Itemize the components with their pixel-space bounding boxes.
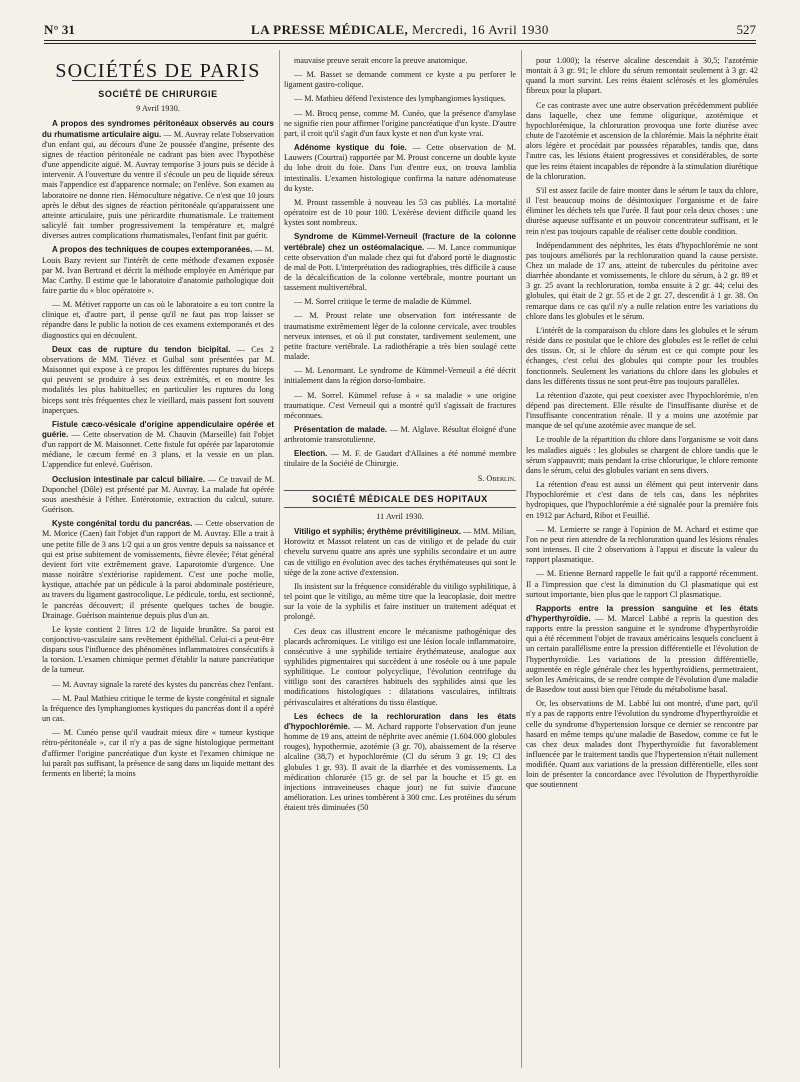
article-text: L'intérêt de la comparaison du chlore dans les globules et le sérum réside dans ce postulat que le chlore des globules est le reflet de celui des tissus. Or, si le chlore du sérum est ce qui compte pour les échanges, c'est celui des globules qui compte pour les troubles fonctionnels. Seulement les variations du chlore dans les globules et dans les différents tissus ne sont peut-être pas toujours parallèles. [526, 325, 758, 386]
article-paragraph [284, 143, 516, 194]
article-heading: Fistule cæco-vésicale d'origine appendiculaire opérée et guérie. [42, 419, 274, 439]
signature: S. Oberlin. [477, 473, 516, 483]
header-rule [44, 40, 756, 41]
article-text: — M. Louis Bazy revient sur l'intérêt de cette méthode d'examen exposée par M. Ivan Bertrand et décrit la méthode employée en Amérique par Mac Carthy. Il estime que le laboratoire d'anatomie pathologique doit faire partie du « bloc opératoire ». [42, 245, 274, 295]
article-paragraph [284, 449, 516, 469]
article-text: — M. F. de Gaudart d'Allaines a été nommé membre titulaire de la Société de Chirurgie. [284, 449, 516, 469]
article-paragraph [284, 311, 516, 362]
article-text: — Ces 2 observations de MM. Tiévez et Guibal sont présentées par M. Maisonnet qui expose à ce propos les différentes ruptures du biceps qui peuvent se produire à ses deux extrémités, et en montre les modalités les plus habituelles; en particulier les ruptures du long biceps sont très fréquentes chez le vieillard, mais passent fort souvent inaperçues. [42, 344, 274, 415]
article-paragraph [526, 699, 758, 790]
article-text: — M. Auvray relate l'observation d'un enfant qui, au décours d'une 2e poussée d'angine, présente des signes de réaction péritonéale ne cadrant pas bien avec l'hypothèse d'une appendicite aiguë. M. Auvray temporise 3 jours puis se décide à intervenir. A l'ouverture du ventre il s'écoule un peu de liquide séreux mais l'appendice est d'apparence normale; on l'enlève. Son examen au laboratoire ne donne rien. Hémoculture négative. Ce n'est que 10 jours après le début des signes de réaction péritonéale qu'apparaissent une atteinte articulaire, puis une péricardite rhumatismale. Le traitement salicylé fait tomber progressivement la température et, malgré diverses autres complications rhumatismales, l'enfant finit par guérir. [42, 129, 274, 241]
article-text: Ils insistent sur la fréquence considérable du vitiligo syphilitique, à tel point que le vitiligo, au même titre que la leucoplasie, doit mettre sur la voie de la syphilis et faire instituer un traitement adéquat et prolongé. [284, 581, 516, 622]
column-1 [42, 56, 274, 1068]
article-paragraph [284, 582, 516, 623]
society-title: SOCIÉTÉ MÉDICALE DES HOPITAUX [284, 490, 516, 508]
article-heading: Présentation de malade. [294, 425, 388, 434]
article-paragraph [526, 186, 758, 237]
article-paragraph [42, 475, 274, 516]
article-heading: Rapports entre la pression sanguine et les états d'hyperthyroïdie. [526, 603, 758, 623]
article-paragraph [284, 366, 516, 386]
article-heading: Syndrome de Kümmel-Verneuil (fracture de la colonne vertébrale) chez un ostéomalacique. [284, 232, 516, 252]
issue-number: N° 31 [44, 22, 75, 37]
article-paragraph [284, 391, 516, 421]
article-heading: Kyste congénital tordu du pancréas. [52, 519, 193, 529]
article-paragraph [284, 94, 516, 104]
article-text: — M. Mathieu défend l'existence des lymphangiomes kystiques. [294, 94, 506, 104]
article-text: — M. Sorrel critique le terme de maladie de Kümmel. [294, 297, 472, 307]
article-heading: Deux cas de rupture du tendon bicipital. [52, 344, 231, 354]
session-date: 11 Avril 1930. [376, 511, 424, 521]
article-paragraph [284, 527, 516, 578]
article-text: mauvaise preuve serait encore la preuve anatomique. [294, 56, 468, 65]
article-heading: Les échecs de la rechloruration dans les états d'hypochlorémie. [284, 711, 516, 731]
article-paragraph [526, 569, 758, 599]
article-heading: Vitiligo et syphilis; érythème prévitiligineux. [294, 527, 462, 537]
article-text: — M. Paul Mathieu critique le terme de kyste congénital et signale la fréquence des lymphangiomes kystiques du pancréas dont il a opéré un cas. [42, 693, 274, 724]
article-text: — Cette observation de M. Lauwers (Courtrai) rapportée par M. Proust concerne un double kyste du lobe droit du foie. Dans l'un d'entre eux, on trouva lamblia intestinalis. L'examen histologique confirma la nature adénomateuse du kyste. [284, 143, 516, 193]
article-heading: A propos des syndromes péritonéaux observés au cours du rhumatisme articulaire aigu. [42, 119, 274, 139]
article-paragraph [42, 245, 274, 296]
article-text: — Ce travail de M. Duponchel (Dôle) est présenté par M. Auvray. La malade fut opérée sous anesthésie à l'éther. Entérotomie, extraction du calcul, suture. Guérison. [42, 474, 274, 515]
page-header [44, 22, 756, 38]
article-text: — M. Marcel Labbé a repris la question des rapports entre la pression sanguine et le syndrome d'hyperthyroïdie qui a été récemment l'objet de travaux américains lesquels concluent à un certain parallélisme entre la pression différentielle et l'évolution de l'hyperthyroïdie. Les variations de la pression différentielle, augmentée en règle générale chez les hyperthyroïdiens, permettraient, selon les Américains, de se rendre compte de l'évolution d'une maladie de Basedow tout aussi bien que l'étude du métabolisme basal. [526, 613, 758, 695]
article-paragraph [526, 480, 758, 521]
article-text: La rétention d'azote, qui peut coexister avec l'hypochlorémie, n'en dépend pas directement. Elle résulte de l'insuffisante diurèse et de l'insuffisante concentration rénale. Il y a moins une azotémie par manque de sel qu'une azotémie avec manque de sel. [526, 390, 758, 431]
article-paragraph [526, 326, 758, 387]
article-heading: Adénome kystique du foie. [294, 143, 407, 153]
article-heading: A propos des techniques de coupes extemporanées. [52, 245, 253, 255]
article-text: — M. Lemierre se range à l'opinion de M. Achard et estime que l'on ne peut rien attendre de la rechloruration quand les lésions rénales sont intenses. Il cite 2 observations à l'appui et discute la valeur du rapport plasmatique. [526, 524, 758, 565]
articles [284, 527, 516, 813]
article-paragraph [42, 680, 274, 690]
article-paragraph [284, 198, 516, 228]
article-text: — M. Lenormant. Le syndrome de Kümmel-Verneuil a été décrit initialement dans la région dorso-lombaire. [284, 366, 516, 386]
article-paragraph [42, 300, 274, 341]
article-paragraph [284, 109, 516, 139]
article-paragraph [284, 70, 516, 90]
article-text: — M. Achard rapporte l'observation d'un jeune homme de 19 ans, atteint de néphrite avec anémie (1.604.000 globules rouges), hypothermie, azotémie (3 gr. 70), abaissement de la réserve alcaline (38,7) et hypochlorémie (Cl du sérum 3 gr. 19; Cl des globules 1 gr. 93). Il avait de la diarrhée et des vomissements. La médication chlorurée (15 gr. de sel par la bouche et 15 gr. en injections intraveineuses chaque jour) ne fut suivie d'aucune amélioration. Les urines tombèrent à 300 cmc. Les protéines du sérum étaient très diminuées (50 [284, 721, 516, 813]
article-paragraph [42, 345, 274, 416]
article-paragraph [42, 119, 274, 241]
article-text: — M. Sorrel. Kümmel refuse à « sa maladie » une origine traumatique. C'est Verneuil qui a montré qu'il s'agissait de fractures méconnues. [284, 390, 516, 420]
article-text: Or, les observations de M. Labbé lui ont montré, d'une part, qu'il n'y a pas de rapports entre l'évolution du syndrome d'hyperthyroïdie et celle du syndrome d'hypertension lorsque ce dernier se rencontre par hasard en même temps qu'une maladie de Basedow, comme ce fut le cas chez deux malades dont l'hyperthyroïdie fut favorablement influencée par le traitement tandis que l'hypertension n'était nullement modifiée. Quant aux variations de la pression différentielle, elles sont loin de présenter la concordance avec l'évolution de l'hyperthyroïdie que soutiennent [526, 699, 758, 790]
article-text: — M. Proust relate une observation fort intéressante de traumatisme extrêmement léger de la colonne cervicale, avec troubles nerveux intenses, et où il put constater, tardivement seulement, une petite fracture vertébrale. La radiothérapie a très bien soulagé cette malade. [284, 311, 516, 362]
article-text: — M. Cunéo pense qu'il vaudrait mieux dire « tumeur kystique rétro-péritonéale », car il n'y a pas de signe histologique permettant d'affirmer l'origine pancréatique d'un kyste et l'examen chimique ne lui paraît pas suffisant, la présence de sang dans un liquide mettant des ferments en liberté; la moins [42, 728, 274, 778]
article-heading: Election. [294, 449, 328, 459]
article-text: pour 1.000); la réserve alcaline descendait à 30,5; l'azotémie montait à 3 gr. 91; le chlore du sérum remontait seulement à 3 gr. 42 quand la mort survint. Les reins étaient sclérosés et les glomérules fibreux pour la plupart. [526, 56, 758, 96]
article-paragraph [284, 712, 516, 814]
article-paragraph [526, 435, 758, 476]
article-paragraph [284, 56, 516, 66]
article-text: — M. Alglave. Résultat éloigné d'une arthrotomie transrotulienne. [284, 425, 516, 445]
article-text: Ce cas contraste avec une autre observation précédemment publiée dans laquelle, chez une femme oligurique, azotémique et hypochlorémique, la chloruration provoqua une forte diurèse avec chute de l'azotémie et ascension de la chlorémie. Mais la néphrite était alors légère et procédait par poussées réparables, tandis que, dans l'autre cas, les lésions étaient progressives et considérables, de sorte que les reins étaient incapables de répondre à la stimulation diurétique de la chloruration. [526, 100, 758, 181]
page-number: 527 [736, 22, 756, 37]
article-text: Ces deux cas illustrent encore le mécanisme pathogénique des placards achromiques. Le vitiligo est une lésion locale inflammatoire, consécutive à une syphilide tertiaire érythémateuse, analogue aux syphilides pigmentaires qui succèdent à une roséole ou à une papule syphilitique. Le contour polycyclique, l'évolution centrifuge du vitiligo sont des caractères habituels des syphilides ainsi que les modifications histologiques : dilatations vasculaires, infiltrats périvasculaires et altérations du tissu élastique. [284, 626, 516, 707]
column-separator [521, 50, 522, 1068]
article-text: — Cette observation de M. Chauvin (Marseille) fait l'objet d'un rapport de M. Maisonnet. Cette fistule fut opérée par laparotomie médiane, le cæcum fermé en 3 plans, et la vessie en un plan. L'appendice fut enlevé. Guérison. [42, 430, 274, 470]
article-paragraph [42, 728, 274, 779]
article-paragraph [526, 241, 758, 322]
article-paragraph [42, 694, 274, 724]
article-text: — M. Brocq pense, comme M. Cunéo, que la présence d'amylase ne signifie rien pour affirmer l'origine pancréatique d'un kyste. D'autre part, il croit qu'il s'agit d'un faux kyste et non d'un kyste vrai. [284, 108, 516, 138]
article-text: — M. Basset se demande comment ce kyste a pu perforer le ligament gastro-colique. [284, 70, 516, 90]
article-text: — Cette observation de M. Morice (Caen) fait l'objet d'un rapport de M. Auvray. Elle a trait à une petite fille de 3 ans 1/2 qui a un gros ventre depuis sa naissance et qui est prise subitement de vomissements, fièvre élevée; l'état général devient fort vite extrêmement grave. Laparotomie d'urgence. Une masse noirâtre s'extériorise rapidement. C'est une poche molle, kystique, attachée par un pédicule à la paroi abdominale postérieure, au travers du ligament gastrocolique. Le pédicule, tordu, est sectionné, le pancréas découvert; il présente quelques taches de bougie. Drainage. Guérison maintenue depuis plus d'un an. [42, 519, 274, 620]
session-date: 9 Avril 1930. [136, 104, 180, 114]
article-paragraph [42, 625, 274, 676]
column-separator [279, 50, 280, 1068]
article-paragraph [526, 604, 758, 695]
section-title: SOCIÉTÉS DE PARIS [55, 60, 261, 82]
issue-date: Mercredi, 16 Avril 1930 [412, 22, 549, 37]
article-paragraph [526, 525, 758, 566]
journal-name: LA PRESSE MÉDICALE, [251, 22, 409, 37]
article-paragraph [284, 425, 516, 445]
article-paragraph [42, 420, 274, 471]
article-text: — MM. Milian, Horowitz et Massot relatent un cas de vitiligo et de pelade du cuir chevelu survenu quatre ans après une syphilis secondaire et un autre cas de vitiligo en évolution avec des taches érythémateuses qui sont le siège de la zone active d'extension. [284, 527, 516, 577]
article-text: M. Proust rassemble à nouveau les 53 cas publiés. La mortalité opératoire est de 10 pour 100. L'exérèse devient difficile quand les kystes sont nombreux. [284, 197, 516, 228]
articles [284, 56, 516, 470]
article-paragraph [42, 519, 274, 621]
article-paragraph [284, 232, 516, 293]
article-paragraph [284, 297, 516, 307]
article-paragraph [284, 627, 516, 708]
article-text: La rétention d'eau est aussi un élément qui peut intervenir dans l'hypochlorémie et c'est dans de tels cas, dans les néphrites hydropiques, que l'hypochlorémie a été signalée pour la première fois en 1912 par Achard, Ribot et Feuillié. [526, 480, 758, 520]
articles [526, 56, 758, 791]
column-3 [526, 56, 758, 1068]
article-text: Le trouble de la répartition du chlore dans l'organisme se voit dans les maladies aiguës : les globules se chargent de chlore tandis que le sérum s'appauvrit; mais pendant la crise chlorurique, le chlore remonte dans le sérum, celui des globules variant en sens divers. [526, 435, 758, 475]
society-title: SOCIÉTÉ DE CHIRURGIE [98, 89, 218, 100]
article-text: Indépendamment des néphrites, les états d'hypochlorémie ne sont pas toujours améliorés par la rechloruration quand la cause persiste. Chez un malade de 17 ans, atteint de tubercules du péritoine avec diarrhée abondante et vomissements, le chlore du sérum, à 2 gr. 89 et 3 gr. 25 avant la rechloruration, tomba ensuite à 2 gr. 44; celui des globules, qui était de 2 gr. 55 et de 2 gr. 27, descendit à 1 gr. 38. On remarque dans ce cas qu'il n'y a nulle relation entre les variations du chlore dans les globules et le sérum. [526, 240, 758, 321]
article-text: — M. Etienne Bernard rappelle le fait qu'il a rapporté récemment. Il a l'impression que c'est la diminution du Cl plasmatique qui est surtout importante, bien plus que le rapport Cl plasmatique. [526, 569, 758, 599]
article-text: — M. Auvray signale la rareté des kystes du pancréas chez l'enfant. [52, 679, 274, 689]
article-text: S'il est assez facile de faire monter dans le sérum le taux du chlore, il l'est beaucoup moins de désintoxiquer l'organisme et de faire éliminer les déchets tels que l'urée. Il faut pour cela deux choses : une diurèse aqueuse suffisante et un pouvoir concentrateur suffisant, et le rein n'est pas toujours capable de réaliser cette double condition. [526, 185, 758, 236]
header-rule-2 [44, 43, 756, 44]
column-2 [284, 56, 516, 1068]
articles [42, 119, 274, 779]
article-text: Le kyste contient 2 litres 1/2 de liquide brunâtre. Sa paroi est conjonctivo-vasculaire sans revêtement épithélial. Celui-ci a peut-être disparu sous l'influence des phénomènes inflammatoires consécutifs à la torsion. L'examen chimique permet d'établir la nature pancréatique de la tumeur. [42, 624, 274, 675]
article-paragraph [526, 391, 758, 432]
article-heading: Occlusion intestinale par calcul biliaire. [52, 474, 206, 484]
masthead [44, 22, 756, 38]
article-paragraph [526, 56, 758, 97]
article-paragraph [526, 101, 758, 182]
article-text: — M. Lance communique cette observation d'un malade chez qui fut d'abord porté le diagnostic de mal de Pott. L'interprétation des radiographies, très difficile à cause de la décalcification de la colonne vertébrale, montre pourtant un tassement multivertébral. [284, 242, 516, 293]
article-text: — M. Métivet rapporte un cas où le laboratoire a eu tort contre la clinique et, d'autre part, il pense qu'il ne faut pas trop laisser se répandre dans le public la notion de ces examens extemporanés et des diagnostics qui en découlent. [42, 300, 274, 340]
